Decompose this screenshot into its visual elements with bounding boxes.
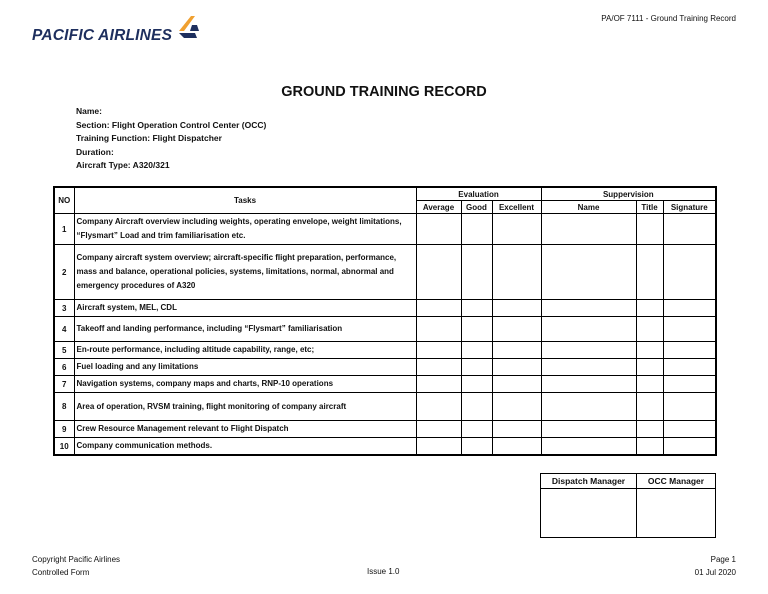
- average-cell[interactable]: [416, 317, 461, 342]
- table-row: [54, 342, 716, 359]
- signature-cell[interactable]: [663, 342, 716, 359]
- excellent-cell[interactable]: [492, 245, 541, 300]
- excellent-cell[interactable]: [492, 342, 541, 359]
- task-text: Aircraft system, MEL, CDL: [74, 300, 416, 317]
- average-cell[interactable]: [416, 342, 461, 359]
- supervisor-name-cell[interactable]: [541, 359, 636, 376]
- logo-wing-icon: [175, 16, 201, 42]
- task-text: Company communication methods.: [74, 438, 416, 456]
- table-row: [54, 214, 716, 245]
- excellent-cell[interactable]: [492, 376, 541, 393]
- document-code: PA/OF 7111 - Ground Training Record: [601, 14, 736, 23]
- row-number: 6: [54, 359, 74, 376]
- supervisor-name-cell[interactable]: [541, 376, 636, 393]
- supervisor-name-cell[interactable]: [541, 245, 636, 300]
- supervisor-title-cell[interactable]: [636, 245, 663, 300]
- col-good-header: Good: [461, 201, 492, 214]
- supervisor-name-cell[interactable]: [541, 300, 636, 317]
- task-text: Area of operation, RVSM training, flight monitoring of company aircraft: [74, 393, 416, 421]
- supervisor-title-cell[interactable]: [636, 317, 663, 342]
- average-cell[interactable]: [416, 438, 461, 456]
- supervisor-name-cell[interactable]: [541, 342, 636, 359]
- row-number: 8: [54, 393, 74, 421]
- signature-cell[interactable]: [663, 214, 716, 245]
- col-no-header: NO: [54, 187, 74, 214]
- row-number: 3: [54, 300, 74, 317]
- table-row: [54, 393, 716, 421]
- excellent-cell[interactable]: [492, 214, 541, 245]
- excellent-cell[interactable]: [492, 300, 541, 317]
- supervisor-name-cell[interactable]: [541, 214, 636, 245]
- good-cell[interactable]: [461, 342, 492, 359]
- manager-signoff-table: [540, 473, 716, 538]
- col-tasks-header: Tasks: [74, 187, 416, 214]
- task-text: Navigation systems, company maps and charts, RNP-10 operations: [74, 376, 416, 393]
- excellent-cell[interactable]: [492, 317, 541, 342]
- row-number: 2: [54, 245, 74, 300]
- supervisor-title-cell[interactable]: [636, 438, 663, 456]
- good-cell[interactable]: [461, 300, 492, 317]
- copyright-text: Copyright Pacific Airlines: [32, 555, 121, 564]
- task-text: Crew Resource Management relevant to Flight Dispatch: [74, 421, 416, 438]
- row-number: 7: [54, 376, 74, 393]
- supervisor-title-cell[interactable]: [636, 300, 663, 317]
- table-row: [54, 245, 716, 300]
- average-cell[interactable]: [416, 214, 461, 245]
- section-field: Section: Flight Operation Control Center (OCC): [76, 119, 267, 130]
- pacific-airlines-logo: [32, 16, 201, 43]
- good-cell[interactable]: [461, 317, 492, 342]
- signature-cell[interactable]: [663, 317, 716, 342]
- training-function-field: Training Function: Flight Dispatcher: [76, 133, 222, 143]
- supervisor-title-cell[interactable]: [636, 421, 663, 438]
- evaluation-header: Evaluation: [416, 187, 541, 201]
- name-field: Name:: [76, 106, 102, 116]
- col-average-header: Average: [416, 201, 461, 214]
- aircraft-type-field: Aircraft Type: A320/321: [76, 160, 170, 170]
- task-text: Company aircraft system overview; aircraft-specific flight preparation, performance, mass and balance, operational policies, systems, limitations, normal, abnormal and emergency procedures of A320: [74, 245, 416, 300]
- row-number: 10: [54, 438, 74, 456]
- signature-cell[interactable]: [663, 421, 716, 438]
- occ-manager-header: OCC Manager: [637, 474, 716, 489]
- supervisor-name-cell[interactable]: [541, 393, 636, 421]
- supervisor-name-cell[interactable]: [541, 438, 636, 456]
- signature-cell[interactable]: [663, 359, 716, 376]
- excellent-cell[interactable]: [492, 421, 541, 438]
- average-cell[interactable]: [416, 393, 461, 421]
- task-text: Takeoff and landing performance, including “Flysmart” familiarisation: [74, 317, 416, 342]
- col-name-header: Name: [541, 201, 636, 214]
- table-row: [54, 317, 716, 342]
- table-row: [54, 300, 716, 317]
- average-cell[interactable]: [416, 359, 461, 376]
- controlled-form-text: Controlled Form: [32, 567, 90, 577]
- row-number: 1: [54, 214, 74, 245]
- average-cell[interactable]: [416, 421, 461, 438]
- average-cell[interactable]: [416, 245, 461, 300]
- good-cell[interactable]: [461, 421, 492, 438]
- col-excellent-header: Excellent: [492, 201, 541, 214]
- excellent-cell[interactable]: [492, 438, 541, 456]
- good-cell[interactable]: [461, 393, 492, 421]
- average-cell[interactable]: [416, 300, 461, 317]
- occ-manager-signature-box[interactable]: [637, 489, 716, 538]
- excellent-cell[interactable]: [492, 359, 541, 376]
- signature-cell[interactable]: [663, 438, 716, 456]
- training-tasks-table: [53, 186, 717, 456]
- footer-left: [32, 554, 120, 579]
- logo-text: PACIFIC AIRLINES: [32, 26, 173, 44]
- supervisor-title-cell[interactable]: [636, 376, 663, 393]
- supervisor-name-cell[interactable]: [541, 421, 636, 438]
- table-row: [54, 421, 716, 438]
- table-row: [54, 359, 716, 376]
- good-cell[interactable]: [461, 245, 492, 300]
- supervisor-title-cell[interactable]: [636, 393, 663, 421]
- duration-field: Duration:: [76, 146, 114, 157]
- good-cell[interactable]: [461, 438, 492, 456]
- supervision-header: Suppervision: [541, 187, 716, 201]
- excellent-cell[interactable]: [492, 393, 541, 421]
- task-text: En-route performance, including altitude capability, range, etc;: [74, 342, 416, 359]
- page-title: GROUND TRAINING RECORD: [281, 84, 487, 100]
- issue-text: Issue 1.0: [367, 567, 400, 576]
- supervisor-title-cell[interactable]: [636, 214, 663, 245]
- task-text: Fuel loading and any limitations: [74, 359, 416, 376]
- table-row: [54, 376, 716, 393]
- good-cell[interactable]: [461, 359, 492, 376]
- good-cell[interactable]: [461, 214, 492, 245]
- row-number: 4: [54, 317, 74, 342]
- task-text: Company Aircraft overview including weights, operating envelope, weight limitations, “Flysmart” Load and trim familiarisation etc.: [74, 214, 416, 245]
- supervisor-title-cell[interactable]: [636, 359, 663, 376]
- trainee-info: [76, 105, 266, 173]
- table-row: [54, 438, 716, 456]
- row-number: 5: [54, 342, 74, 359]
- signature-cell[interactable]: [663, 245, 716, 300]
- dispatch-manager-header: Dispatch Manager: [541, 474, 637, 489]
- footer-date: 01 Jul 2020: [694, 567, 736, 577]
- average-cell[interactable]: [416, 376, 461, 393]
- col-title-header: Title: [636, 201, 663, 214]
- signature-cell[interactable]: [663, 300, 716, 317]
- row-number: 9: [54, 421, 74, 438]
- supervisor-title-cell[interactable]: [636, 342, 663, 359]
- signature-cell[interactable]: [663, 376, 716, 393]
- supervisor-name-cell[interactable]: [541, 317, 636, 342]
- page-number: Page 1: [710, 555, 736, 564]
- good-cell[interactable]: [461, 376, 492, 393]
- signature-cell[interactable]: [663, 393, 716, 421]
- footer-right: [695, 554, 736, 579]
- dispatch-manager-signature-box[interactable]: [541, 489, 637, 538]
- col-signature-header: Signature: [663, 201, 716, 214]
